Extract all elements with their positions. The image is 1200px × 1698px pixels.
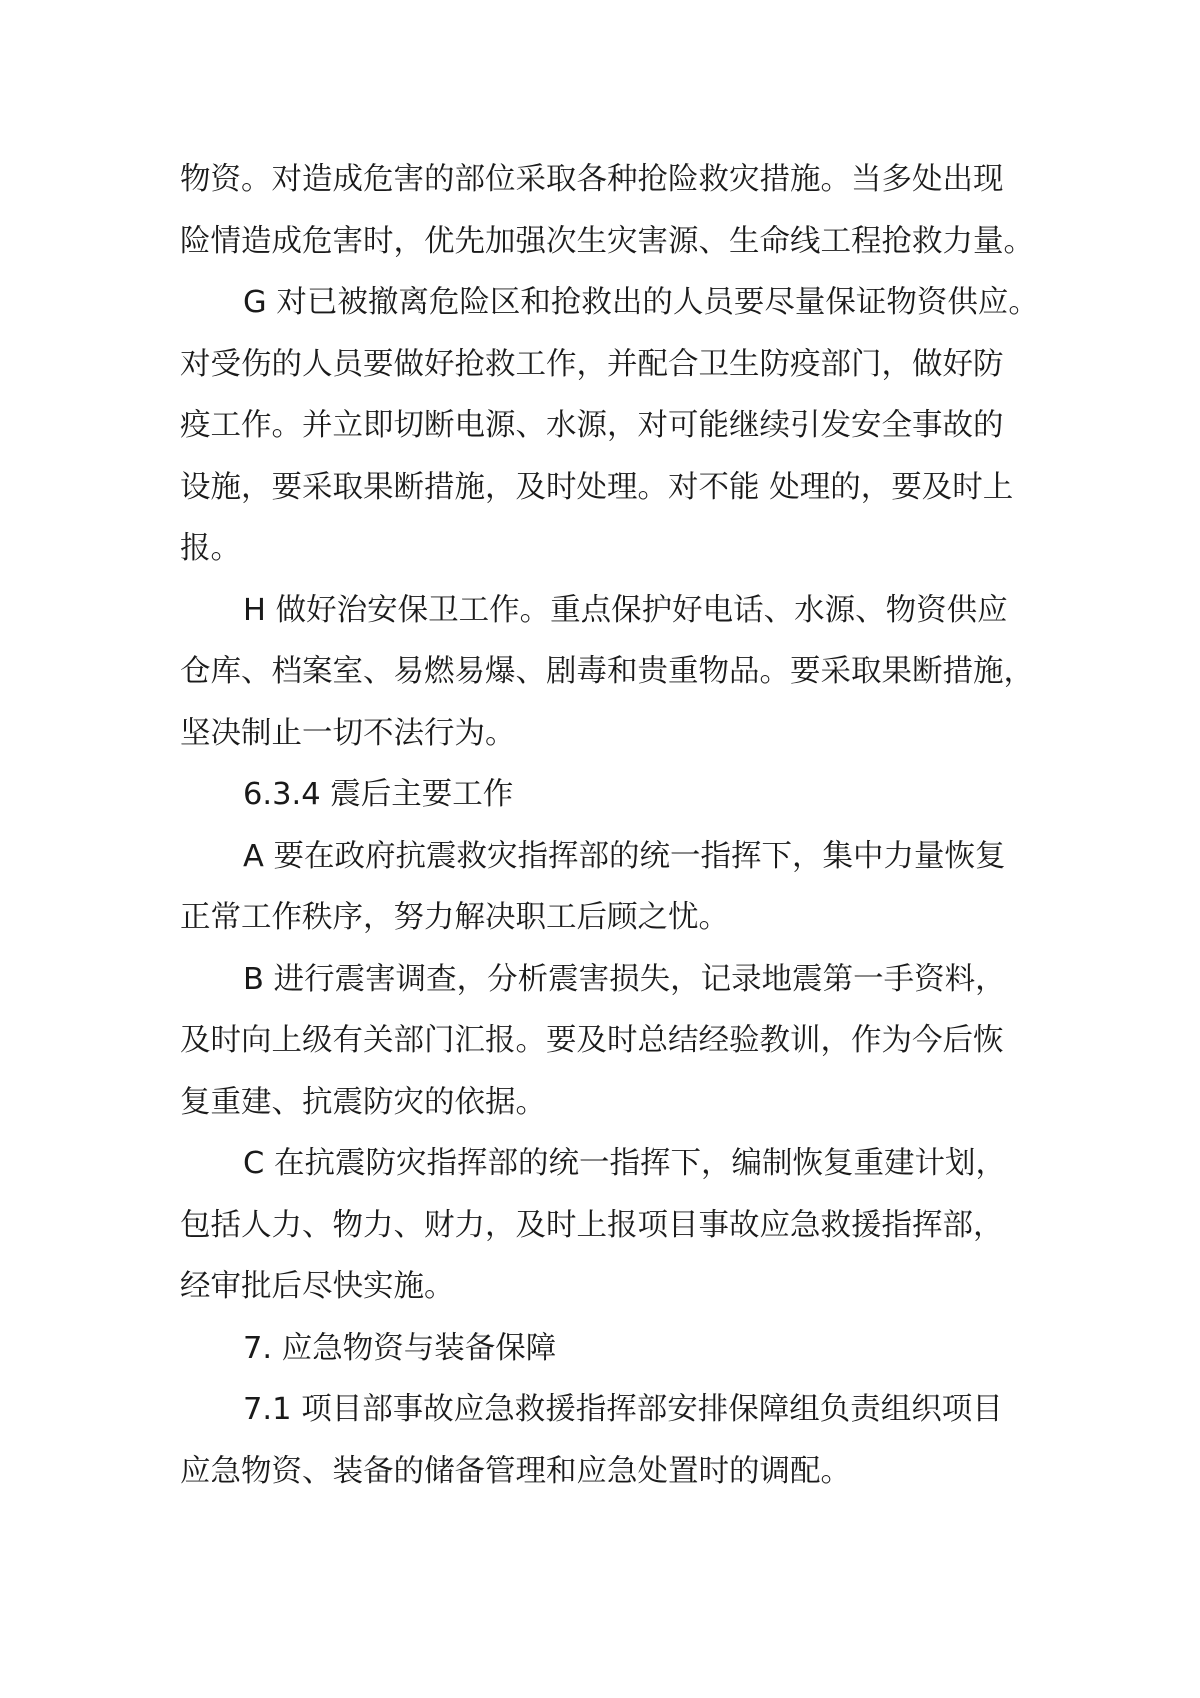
paragraph-h-line: H 做好治安保卫工作。重点保护好电话、水源、物资供应: [243, 593, 1008, 628]
text-line: 报。: [180, 531, 241, 566]
text-line: 坚决制止一切不法行为。: [180, 716, 516, 751]
text-line: 及时向上级有关部门汇报。要及时总结经验教训，作为今后恢: [180, 1023, 1004, 1058]
text-line: 物资。对造成危害的部位采取各种抢险救灾措施。当多处出现: [180, 162, 1004, 197]
text-line: 疫工作。并立即切断电源、水源，对可能继续引发安全事故的: [180, 408, 1004, 443]
text-line: 对受伤的人员要做好抢救工作，并配合卫生防疫部门，做好防: [180, 347, 1004, 382]
text-line: 险情造成危害时，优先加强次生灾害源、生命线工程抢救力量。: [180, 224, 1034, 259]
text-line: 经审批后尽快实施。: [180, 1269, 455, 1304]
text-line: 包括人力、物力、财力，及时上报项目事故应急救援指挥部，: [180, 1208, 1004, 1243]
text-line: 设施，要采取果断措施，及时处理。对不能 处理的，要及时上: [180, 470, 1014, 505]
text-line: 应急物资、装备的储备管理和应急处置时的调配。: [180, 1454, 851, 1489]
text-line: 复重建、抗震防灾的依据。: [180, 1085, 546, 1120]
paragraph-7-1-line: 7.1 项目部事故应急救援指挥部安排保障组负责组织项目: [243, 1392, 1003, 1427]
section-heading-7: 7. 应急物资与装备保障: [243, 1331, 557, 1366]
paragraph-a-line: A 要在政府抗震救灾指挥部的统一指挥下，集中力量恢复: [243, 839, 1006, 874]
paragraph-b-line: B 进行震害调查，分析震害损失，记录地震第一手资料，: [243, 962, 1006, 997]
paragraph-c-line: C 在抗震防灾指挥部的统一指挥下，编制恢复重建计划，: [243, 1146, 1006, 1181]
text-line: 正常工作秩序，努力解决职工后顾之忧。: [180, 900, 729, 935]
paragraph-g-line: G 对已被撤离危险区和抢救出的人员要尽量保证物资供应。: [243, 285, 1039, 320]
text-line: 仓库、档案室、易燃易爆、剧毒和贵重物品。要采取果断措施，: [180, 654, 1034, 689]
section-heading-6-3-4: 6.3.4 震后主要工作: [243, 777, 514, 812]
